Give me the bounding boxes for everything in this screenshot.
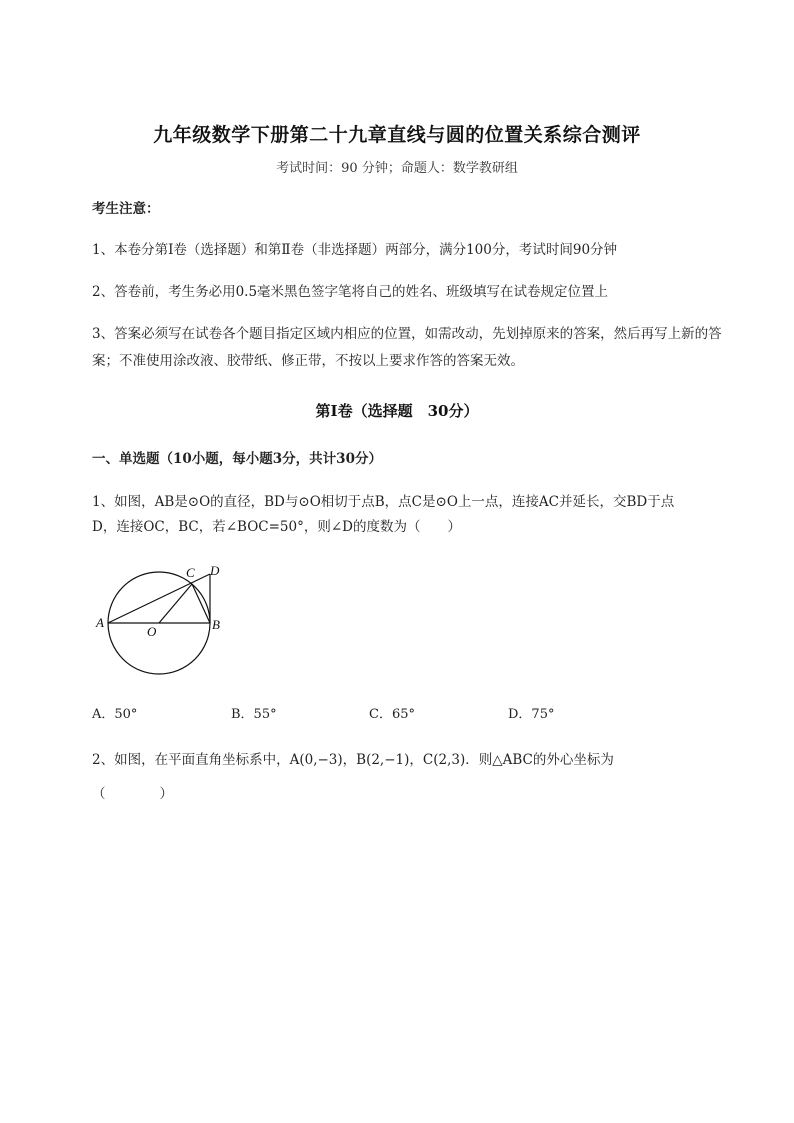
question-1-line-1: 1、如图，AB是⊙O的直径，BD与⊙O相切于点B，点C是⊙O上一点，连接AC并延长，交BD于点	[92, 494, 675, 510]
option-c: C．65°	[369, 707, 415, 722]
label-a: A	[96, 615, 104, 630]
option-d: D．75°	[508, 707, 555, 722]
label-b: B	[212, 617, 220, 632]
notice-item: 1、本卷分第I卷（选择题）和第Ⅱ卷（非选择题）两部分，满分100分，考试时间90分钟	[92, 242, 618, 258]
option-a: A．50°	[92, 707, 138, 722]
label-d: D	[210, 563, 220, 578]
question-1-line-2: D，连接OC，BC，若∠BOC=50°，则∠D的度数为（ ）	[92, 519, 461, 535]
question-1-figure	[88, 560, 238, 680]
label-o: O	[147, 624, 157, 639]
section-title: 第I卷（选择题 30分）	[315, 402, 479, 420]
segment-bc	[192, 584, 210, 623]
option-b: B．55°	[231, 707, 277, 722]
notice-heading: 考生注意：	[92, 201, 160, 217]
notice-item: 3、答案必须写在试卷各个题目指定区域内相应的位置，如需改动，先划掉原来的答案，然后再写上新的答案；不准使用涂改液、胶带纸、修正带，不按以上要求作答的答案无效。	[92, 326, 722, 369]
question-2-line-1: 2、如图，在平面直角坐标系中，A(0,−3)，B(2,−1)，C(2,3)．则△ABC的外心坐标为	[92, 752, 614, 768]
page-title: 九年级数学下册第二十九章直线与圆的位置关系综合测评	[153, 124, 641, 146]
line-ad	[108, 574, 210, 623]
notice-item: 2、答卷前，考生务必用0.5毫米黑色签字笔将自己的姓名、班级填写在试卷规定位置上	[92, 284, 609, 300]
segment-oc	[159, 584, 192, 623]
question-2-blank: （ ）	[92, 786, 173, 802]
exam-info: 考试时间：90 分钟；命题人：数学教研组	[276, 161, 518, 176]
label-c: C	[186, 565, 195, 580]
part-heading: 一、单选题（10小题，每小题3分，共计30分）	[92, 451, 382, 467]
